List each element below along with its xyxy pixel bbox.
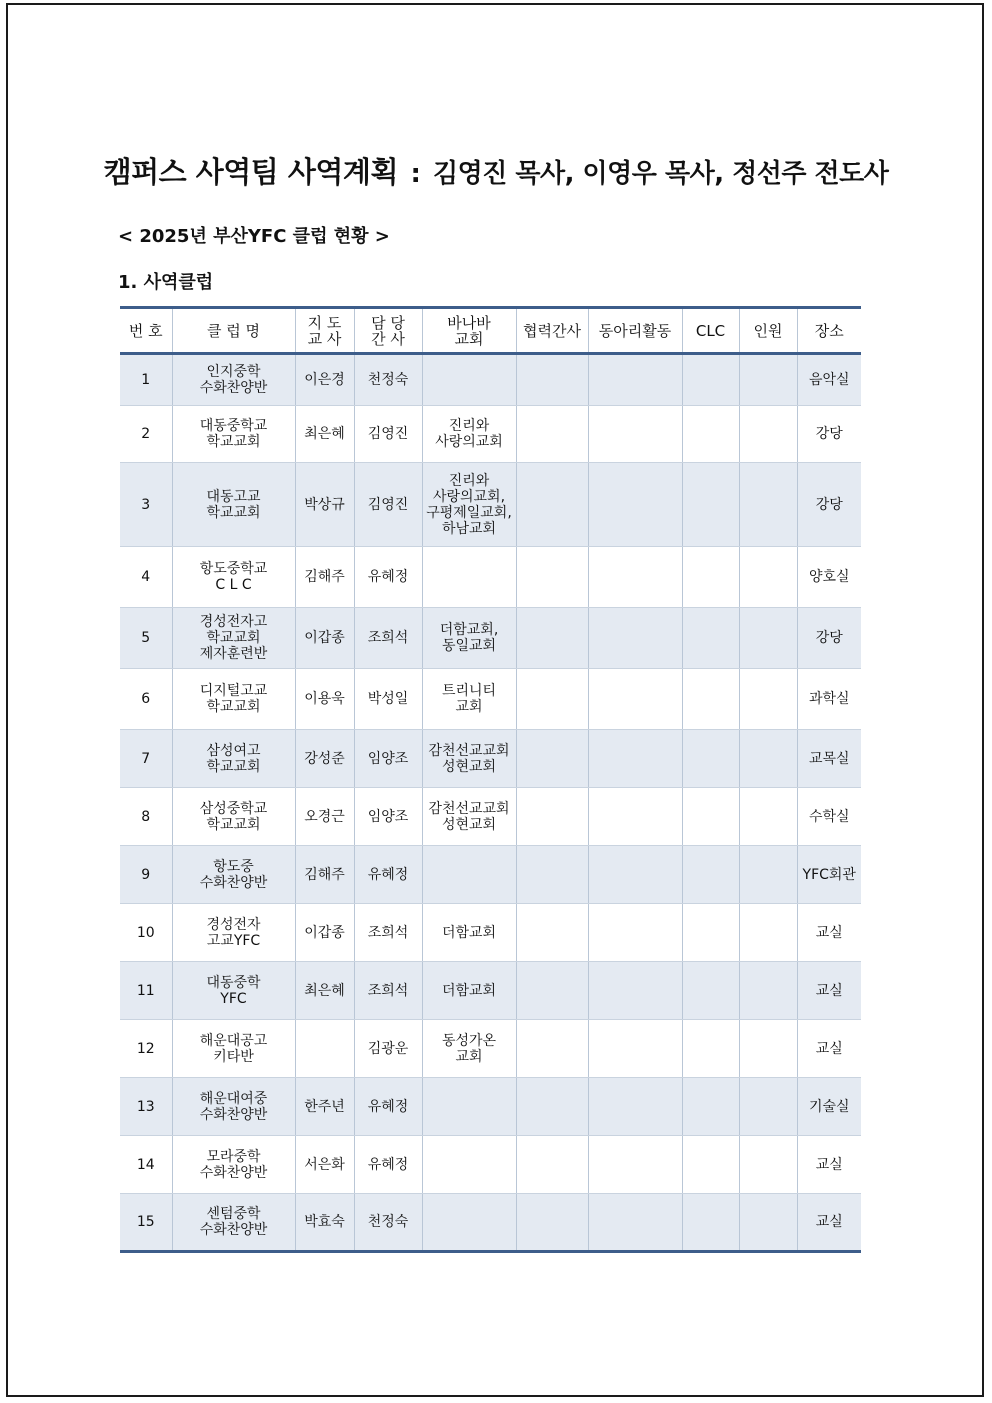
cell-club: 센텀중학 수화찬양반 bbox=[172, 1194, 295, 1252]
cell-count bbox=[739, 669, 797, 730]
cell-partner bbox=[516, 1078, 588, 1136]
subtitle: < 2025년 부산YFC 클럽 현황 > bbox=[118, 226, 390, 247]
cell-club: 경성전자고 학교교회 제자훈련반 bbox=[172, 608, 295, 669]
title-main: 캠퍼스 사역팀 사역계획 bbox=[103, 155, 398, 189]
cell-teacher: 이갑종 bbox=[295, 608, 354, 669]
cell-teacher: 서은화 bbox=[295, 1136, 354, 1194]
cell-no: 12 bbox=[120, 1020, 172, 1078]
cell-no: 2 bbox=[120, 406, 172, 463]
cell-club: 디지털고교 학교교회 bbox=[172, 669, 295, 730]
cell-clc bbox=[682, 608, 739, 669]
cell-teacher bbox=[295, 1020, 354, 1078]
cell-no: 7 bbox=[120, 730, 172, 788]
table-row bbox=[120, 1136, 861, 1194]
cell-place: 강당 bbox=[797, 608, 861, 669]
cell-club: 경성전자 고교YFC bbox=[172, 904, 295, 962]
cell-church bbox=[422, 1136, 516, 1194]
cell-place: YFC회관 bbox=[797, 846, 861, 904]
cell-teacher: 김해주 bbox=[295, 547, 354, 608]
cell-count bbox=[739, 1020, 797, 1078]
cell-place: 과학실 bbox=[797, 669, 861, 730]
cell-church: 더함교회, 동일교회 bbox=[422, 608, 516, 669]
cell-partner bbox=[516, 547, 588, 608]
cell-partner bbox=[516, 463, 588, 547]
cell-church bbox=[422, 354, 516, 406]
cell-activity bbox=[588, 788, 682, 846]
cell-place: 기술실 bbox=[797, 1078, 861, 1136]
cell-clc bbox=[682, 1020, 739, 1078]
cell-clc bbox=[682, 1078, 739, 1136]
cell-activity bbox=[588, 547, 682, 608]
cell-teacher: 강성준 bbox=[295, 730, 354, 788]
cell-club: 항도중학교 C L C bbox=[172, 547, 295, 608]
cell-staff: 조희석 bbox=[354, 904, 422, 962]
title-separator: : bbox=[410, 159, 421, 189]
cell-clc bbox=[682, 962, 739, 1020]
cell-clc bbox=[682, 463, 739, 547]
cell-activity bbox=[588, 1078, 682, 1136]
cell-club: 해운대여중 수화찬양반 bbox=[172, 1078, 295, 1136]
cell-count bbox=[739, 904, 797, 962]
cell-club: 삼성여고 학교교회 bbox=[172, 730, 295, 788]
cell-partner bbox=[516, 1136, 588, 1194]
header-no: 번 호 bbox=[120, 308, 172, 354]
cell-place: 교실 bbox=[797, 962, 861, 1020]
table-row bbox=[120, 608, 861, 669]
cell-staff: 임양조 bbox=[354, 730, 422, 788]
cell-activity bbox=[588, 354, 682, 406]
cell-count bbox=[739, 962, 797, 1020]
cell-staff: 김광운 bbox=[354, 1020, 422, 1078]
cell-partner bbox=[516, 1194, 588, 1252]
cell-church bbox=[422, 547, 516, 608]
cell-partner bbox=[516, 608, 588, 669]
cell-activity bbox=[588, 962, 682, 1020]
cell-clc bbox=[682, 406, 739, 463]
cell-activity bbox=[588, 463, 682, 547]
table-row bbox=[120, 1020, 861, 1078]
cell-place: 수학실 bbox=[797, 788, 861, 846]
table-row bbox=[120, 788, 861, 846]
cell-teacher: 김해주 bbox=[295, 846, 354, 904]
cell-partner bbox=[516, 904, 588, 962]
cell-place: 교실 bbox=[797, 1020, 861, 1078]
cell-teacher: 이용욱 bbox=[295, 669, 354, 730]
cell-church: 동성가온 교회 bbox=[422, 1020, 516, 1078]
cell-clc bbox=[682, 730, 739, 788]
header-club: 클 럽 명 bbox=[172, 308, 295, 354]
cell-staff: 천정숙 bbox=[354, 1194, 422, 1252]
header-church: 바나바 교회 bbox=[422, 308, 516, 354]
cell-club: 삼성중학교 학교교회 bbox=[172, 788, 295, 846]
cell-no: 11 bbox=[120, 962, 172, 1020]
cell-club: 항도중 수화찬양반 bbox=[172, 846, 295, 904]
cell-no: 10 bbox=[120, 904, 172, 962]
cell-place: 교실 bbox=[797, 904, 861, 962]
table-header-row bbox=[120, 308, 861, 354]
cell-partner bbox=[516, 962, 588, 1020]
table-row bbox=[120, 1078, 861, 1136]
header-activity: 동아리활동 bbox=[588, 308, 682, 354]
cell-no: 4 bbox=[120, 547, 172, 608]
cell-place: 교실 bbox=[797, 1136, 861, 1194]
cell-teacher: 이은경 bbox=[295, 354, 354, 406]
cell-place: 양호실 bbox=[797, 547, 861, 608]
cell-staff: 김영진 bbox=[354, 406, 422, 463]
cell-teacher: 한주년 bbox=[295, 1078, 354, 1136]
cell-count bbox=[739, 406, 797, 463]
cell-staff: 조희석 bbox=[354, 608, 422, 669]
table-row bbox=[120, 730, 861, 788]
table-row bbox=[120, 846, 861, 904]
cell-activity bbox=[588, 406, 682, 463]
header-clc: CLC bbox=[682, 308, 739, 354]
cell-partner bbox=[516, 669, 588, 730]
cell-clc bbox=[682, 354, 739, 406]
cell-count bbox=[739, 463, 797, 547]
cell-count bbox=[739, 730, 797, 788]
table-row bbox=[120, 547, 861, 608]
cell-teacher: 최은혜 bbox=[295, 962, 354, 1020]
cell-count bbox=[739, 788, 797, 846]
cell-activity bbox=[588, 1194, 682, 1252]
cell-partner bbox=[516, 1020, 588, 1078]
cell-club: 모라중학 수화찬양반 bbox=[172, 1136, 295, 1194]
cell-staff: 박성일 bbox=[354, 669, 422, 730]
table-row bbox=[120, 406, 861, 463]
cell-clc bbox=[682, 669, 739, 730]
cell-activity bbox=[588, 1020, 682, 1078]
cell-count bbox=[739, 846, 797, 904]
cell-no: 5 bbox=[120, 608, 172, 669]
cell-no: 14 bbox=[120, 1136, 172, 1194]
cell-church: 진리와 사랑의교회 bbox=[422, 406, 516, 463]
cell-staff: 조희석 bbox=[354, 962, 422, 1020]
cell-place: 강당 bbox=[797, 406, 861, 463]
title-staff: 김영진 목사, 이영우 목사, 정선주 전도사 bbox=[433, 159, 889, 189]
header-partner: 협력간사 bbox=[516, 308, 588, 354]
header-teacher: 지 도 교 사 bbox=[295, 308, 354, 354]
cell-staff: 김영진 bbox=[354, 463, 422, 547]
table-row bbox=[120, 669, 861, 730]
cell-clc bbox=[682, 1136, 739, 1194]
cell-activity bbox=[588, 608, 682, 669]
cell-clc bbox=[682, 1194, 739, 1252]
table-row bbox=[120, 904, 861, 962]
cell-place: 강당 bbox=[797, 463, 861, 547]
cell-place: 교목실 bbox=[797, 730, 861, 788]
cell-church bbox=[422, 1194, 516, 1252]
cell-staff: 유혜정 bbox=[354, 547, 422, 608]
header-count: 인원 bbox=[739, 308, 797, 354]
page-title bbox=[0, 150, 992, 191]
cell-church: 진리와 사랑의교회, 구평제일교회, 하남교회 bbox=[422, 463, 516, 547]
cell-no: 6 bbox=[120, 669, 172, 730]
cell-count bbox=[739, 1194, 797, 1252]
table-row bbox=[120, 962, 861, 1020]
cell-staff: 유혜정 bbox=[354, 846, 422, 904]
cell-church: 더함교회 bbox=[422, 904, 516, 962]
cell-activity bbox=[588, 846, 682, 904]
table-row bbox=[120, 1194, 861, 1252]
cell-church: 감천선교교회 성현교회 bbox=[422, 788, 516, 846]
header-place: 장소 bbox=[797, 308, 861, 354]
cell-partner bbox=[516, 846, 588, 904]
cell-clc bbox=[682, 846, 739, 904]
cell-count bbox=[739, 1136, 797, 1194]
cell-club: 인지중학 수화찬양반 bbox=[172, 354, 295, 406]
cell-activity bbox=[588, 669, 682, 730]
cell-clc bbox=[682, 547, 739, 608]
cell-church: 감천선교교회 성현교회 bbox=[422, 730, 516, 788]
cell-no: 3 bbox=[120, 463, 172, 547]
cell-church bbox=[422, 846, 516, 904]
cell-no: 9 bbox=[120, 846, 172, 904]
cell-no: 1 bbox=[120, 354, 172, 406]
table-row bbox=[120, 463, 861, 547]
cell-no: 15 bbox=[120, 1194, 172, 1252]
cell-staff: 유혜정 bbox=[354, 1078, 422, 1136]
cell-staff: 임양조 bbox=[354, 788, 422, 846]
cell-teacher: 박효숙 bbox=[295, 1194, 354, 1252]
cell-count bbox=[739, 354, 797, 406]
cell-teacher: 최은혜 bbox=[295, 406, 354, 463]
cell-church: 트리니티 교회 bbox=[422, 669, 516, 730]
cell-teacher: 박상규 bbox=[295, 463, 354, 547]
header-staff: 담 당 간 사 bbox=[354, 308, 422, 354]
cell-activity bbox=[588, 1136, 682, 1194]
cell-teacher: 오경근 bbox=[295, 788, 354, 846]
cell-staff: 유혜정 bbox=[354, 1136, 422, 1194]
cell-club: 대동고교 학교교회 bbox=[172, 463, 295, 547]
cell-staff: 천정숙 bbox=[354, 354, 422, 406]
cell-partner bbox=[516, 406, 588, 463]
cell-activity bbox=[588, 730, 682, 788]
cell-clc bbox=[682, 788, 739, 846]
cell-partner bbox=[516, 730, 588, 788]
cell-place: 음악실 bbox=[797, 354, 861, 406]
cell-count bbox=[739, 1078, 797, 1136]
cell-teacher: 이갑종 bbox=[295, 904, 354, 962]
club-table bbox=[120, 306, 861, 1253]
table-row bbox=[120, 354, 861, 406]
section-heading: 1. 사역클럽 bbox=[118, 272, 214, 293]
cell-count bbox=[739, 608, 797, 669]
cell-partner bbox=[516, 788, 588, 846]
cell-place: 교실 bbox=[797, 1194, 861, 1252]
cell-club: 대동중학 YFC bbox=[172, 962, 295, 1020]
cell-church bbox=[422, 1078, 516, 1136]
cell-no: 8 bbox=[120, 788, 172, 846]
cell-activity bbox=[588, 904, 682, 962]
cell-count bbox=[739, 547, 797, 608]
cell-partner bbox=[516, 354, 588, 406]
cell-church: 더함교회 bbox=[422, 962, 516, 1020]
cell-club: 해운대공고 키타반 bbox=[172, 1020, 295, 1078]
cell-clc bbox=[682, 904, 739, 962]
cell-club: 대동중학교 학교교회 bbox=[172, 406, 295, 463]
cell-no: 13 bbox=[120, 1078, 172, 1136]
